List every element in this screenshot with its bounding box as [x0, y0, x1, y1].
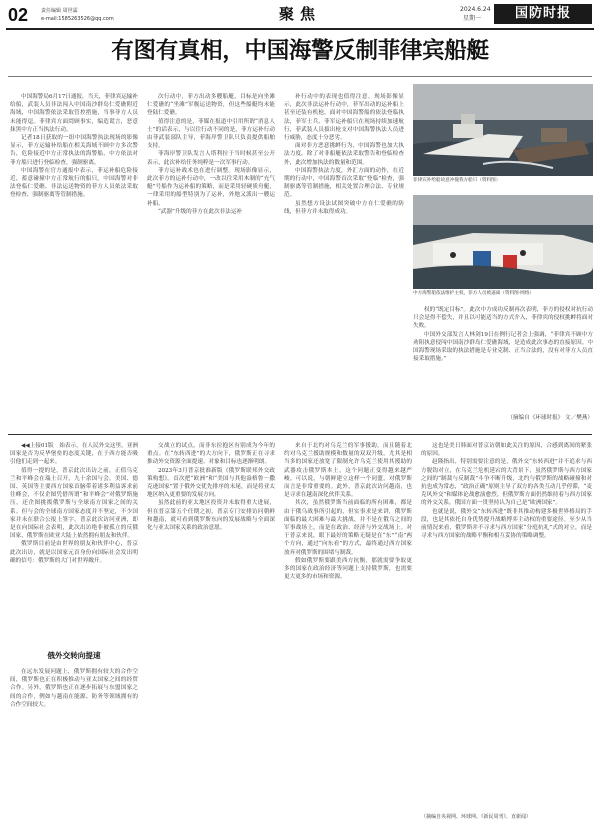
article2-column-1-continued: [10, 668, 138, 826]
paragraph: 在远东发展问题上，俄罗斯拥有较大的合作空间，俄罗斯也正在积极推动与亚太国家之间的经贸合作。另外，俄罗斯也正在逐步拓展与东盟国家之间的合作，例如与越南在能源、防务等领域拥有的合作空间较大。: [10, 669, 138, 708]
photo-1-caption: 菲律宾补给船故意冲撞我方船只（资料图）: [413, 178, 501, 183]
header-rule: [6, 28, 594, 30]
section-subheading: [10, 650, 138, 662]
article2-column-3: [284, 442, 412, 826]
paragraph: 中国海警在官方通报中表示，菲运补船危险接近，蓄意碰撞中方正常航行的船只。中国海警对非法登临仁爱礁、非法运送物资的菲方人员依法采取登检查、强制驱离等管制措施。: [10, 167, 138, 199]
ship-photo-2-image: [413, 195, 593, 289]
article2-column-1: [10, 442, 138, 642]
article2-column-4: [421, 442, 592, 812]
paragraph: 俄罗斯目前是由世界的朋友和伙伴中心，普京此次出访，就是以国家元首身份向国际社会发出明确的信号：俄罗斯的大门对世界敞开。: [10, 541, 138, 564]
article-divider: [8, 434, 592, 435]
article1-column-4: [413, 306, 593, 410]
paragraph: 这也是美日韩面对普京访朝如此关注的原因，合感到离间的紧张的原因。: [421, 443, 592, 458]
article1-column-2: [147, 93, 275, 437]
paragraph: 2023年3月普京批准新版《俄罗斯联邦外交政策构想》。首次把“欧洲”和“美国与其他盎格鲁－撒克逊国家”置于俄外交优先排序的末尾，而是将亚太地区纳入更重要的发展方向。: [147, 467, 275, 499]
paragraph: 中国海警局6月17日通报，当天，菲律宾运输补给船，武装人员非法闯入中国南沙群岛仁爱礁附近海域，中国海警依法采取管控措施，当事菲方人员未能得逞。菲律宾方面罔顾事实，编造谎言，恶意抹黑中方正当执法行动。: [10, 94, 138, 133]
ship-photo-1-image: [413, 84, 593, 176]
paper-name-banner: [494, 4, 592, 24]
paragraph: 菲方运补战术也在进行调整。现场影像显示，此次菲方的运补行动中，一改以往采用木制的“充气艇”号船作为运补船的策略，而是采用轻硬质舟艇，一律采用的船型特别为了运补，外地又派出一艘运补船。: [147, 167, 275, 207]
paragraph: ◀◀上接01版 始表示，在人民外交这里，亚洲国家是否为反华堡垒的态度关键，在于西方能否吸引他们走到一起来。: [10, 443, 138, 466]
subheading-text: 俄外交转向提速: [47, 651, 101, 660]
editor-credit: 责任编辑 周世霖: [41, 8, 78, 14]
headline: 有图有真相，中国海警反制菲律宾船艇: [111, 38, 489, 64]
paragraph: 值得注意的是，菲媒在报道中引用所谓“消息人士”的话表示，与以往行动不同的是，菲方运补行动由菲武装部队主导，菲海岸警卫队只负责提供船舶支持。: [147, 118, 275, 150]
paragraph: 中国外交部发言人林剑19日在例行记者会上强调，“菲律宾不顾中方劝阻执意侵闯中国南沙群岛仁爱礁海域，是造成此次事态的直接原因。中国海警现场采取的执法措施是专业克制、正当合法的，没有对菲方人员直接采取措施。”: [413, 331, 593, 363]
paragraph: 赵隆指出，特别需要注意的是，俄外交“东转西进”并不追求与西方脱钩对立，在乌克兰危机延宕的大背景下，虽然俄罗斯与西方国家之间的“制裁与反制裁”斗争不断升级，北约与俄罗斯的战略碰撞和对抗也成为常态，“政治正确”原则主导了双方的各类互动几乎停滞，“麦克风外交”和媒体论战愈演愈烈。但俄罗斯方面仍然维持着与西方国家的外交关系，俄国方面一贯坚持认为自己是“欧洲国家”。: [421, 459, 592, 507]
coast-guard-photo: [413, 195, 593, 289]
issue-date: 2024.6.24: [460, 6, 491, 13]
article2-byline: （摘编自央视网、环球网、《新民周刊》、直新闻）: [421, 814, 532, 820]
paragraph: 记者18日获取的一组中国海警执法现场的影像显示，菲方运输补给船在相关海域不顾中方多次警告，危险接近中方正常执法的海警船，中方依法对菲方船只进行登临检查，强制驱离。: [10, 135, 138, 166]
paragraph: 虽然此前的亚太地区投资并未取得重大进展，但在普京第五个任期之初，普京专门安排访问朝鲜和越南，就可看到俄罗斯东向的发展战略与全面深化与亚太国家关系的政治意愿。: [147, 500, 275, 532]
section-title: 聚焦: [278, 5, 321, 23]
paragraph: 面对非方恶意挑衅行为，中国海警也加大执法力度，除了对非船艇依法采取警告和登临检查外，此次增加执法的数量和范围。: [284, 143, 404, 166]
article1-column-1: [10, 93, 138, 437]
paragraph: 中国海警执法力度，外汇方面的动作，在近期的行动中，中国海警首次采取“登临”检查，强制驱离等管制措施，相关处置合理合法、专业规范。: [284, 167, 404, 199]
paragraph: 值得一提的是，普京此次出访之前，正值乌克兰和平峰会在瑞士召开，九十余国与会。美国、德国、英国等主要西方国家首脑带着诸多利益诉求前往峰会，不仅企图凭借所谓“和平峰会”对俄罗斯施压，还企图挑拨俄罗斯与全球南方国家之间的关系。但与会的全球南方国家态度并不坚定，不少国家并未在联合公报上签字。普京此次访问亚洲，即是在向国际社会表明，此次出访绝非被孤立的反俄国家，俄罗斯在欧亚大陆上依然拥有朋友和伙伴。: [10, 467, 138, 540]
paragraph: 假如俄罗斯要跟美西方抗衡，那就需要争取更多的国家在政治经济等问题上支持俄罗斯，也需要更大更多的市场和资源。: [284, 557, 412, 581]
article1-byline: （摘编自《环球时报》 文／樊燕）: [507, 415, 593, 421]
ship-collision-photo: [413, 84, 593, 176]
article2-column-2: [147, 442, 275, 826]
issue-weekday: 星期一: [463, 15, 482, 22]
paragraph: “武器”升级的菲方在此次非法运补: [158, 208, 243, 215]
editor-email: e-mail:1585263526@qq.com: [41, 16, 114, 22]
paragraph: 交战立的试点，而非东拉抱区有别成为今年的重点。在“东转西进”的大方向下，俄罗斯正在寻求推动外交资源全面提速、对象和目标也逐渐明朗。: [147, 443, 275, 466]
paragraph: 也就是说，俄外交“东转西进”既非其推动构建多极世界格局的手段，也是其依托自身优势提升战略博弈主动权的重要途径。至少从当前情况来看，俄罗斯并不寻求与西方国家“分庭抗礼”式的对立，而是寻求与西方国家的战略平衡和相互妥协的策略调整。: [421, 508, 592, 540]
photo-2-caption: 中方海警船依法维护主权，菲方人员被逼离（资料图·网络）: [413, 291, 534, 296]
headline-rule: [8, 76, 592, 77]
article1-column-3: [284, 93, 404, 437]
paragraph: 次行动中，菲方出动多艘船艇，目标是向坐滩仁爱礁的“坐滩”军舰运送物资，但这些船艇均未能登陆仁爱礁。: [147, 94, 275, 117]
paragraph: 菲海岸警卫队发言人塔利拉于当时候甚至公开表示，此次补给任务纯粹是一次军事行动。: [147, 151, 275, 166]
paragraph: 虽然想方设法试图突破中方在仁爱礁的防线，但菲方并未取得成功。: [284, 200, 404, 215]
page-number: 02: [8, 5, 29, 25]
page-header: [0, 0, 600, 30]
paragraph: 补行动中的表现也值得注意。现场影像显示，此次非法运补行动中，菲军出动的运补船上甚至还装有机枪，面对中国海警船的依法登临执法，菲军士兵、菲军运补船只在现场持续加速航行，菲武装人员拔出枪支对中国海警执法人员进行威胁，态度十分恶劣。: [284, 94, 404, 142]
paragraph: 权的“既定目标”。此次中方成功反制再次表明，菲方的侵权对抗行动只会是得不偿失，并且以可能适当的方式介入，菲律宾的侵权挑衅将面对失败。: [413, 307, 593, 330]
paper-name: 国防时报: [514, 6, 571, 21]
paragraph: 其次，虽然俄罗斯当前面临的所有困难，都是由于俄乌战事所引起的，但实事求是来讲，俄罗斯面临的最大困难与最大挑战，并不是在俄乌之间的军事战场上，而是在政治、经济与外交战场上。对于普京来说，眼下最好的策略无疑是在“东”“南”两个方向，通过“向东看”的方式，最终通过西方国家放弃对俄罗斯的围堵与制裁。: [284, 500, 412, 556]
paragraph: 来自于北约对乌克兰的军事援助，而且随着北约对乌克兰援助规模和数量的双双升级，尤其是相当多的国家还放宽了限制允许乌克兰使用其援助的武器攻击俄罗斯本土，这个问题正变得越来越严峻。可以说，与朝鲜建立这样一个同盟，对俄罗斯而言是非常重要的。此外，普京此次访问越南，也是寻求在越南深化伙伴关系。: [284, 443, 412, 499]
